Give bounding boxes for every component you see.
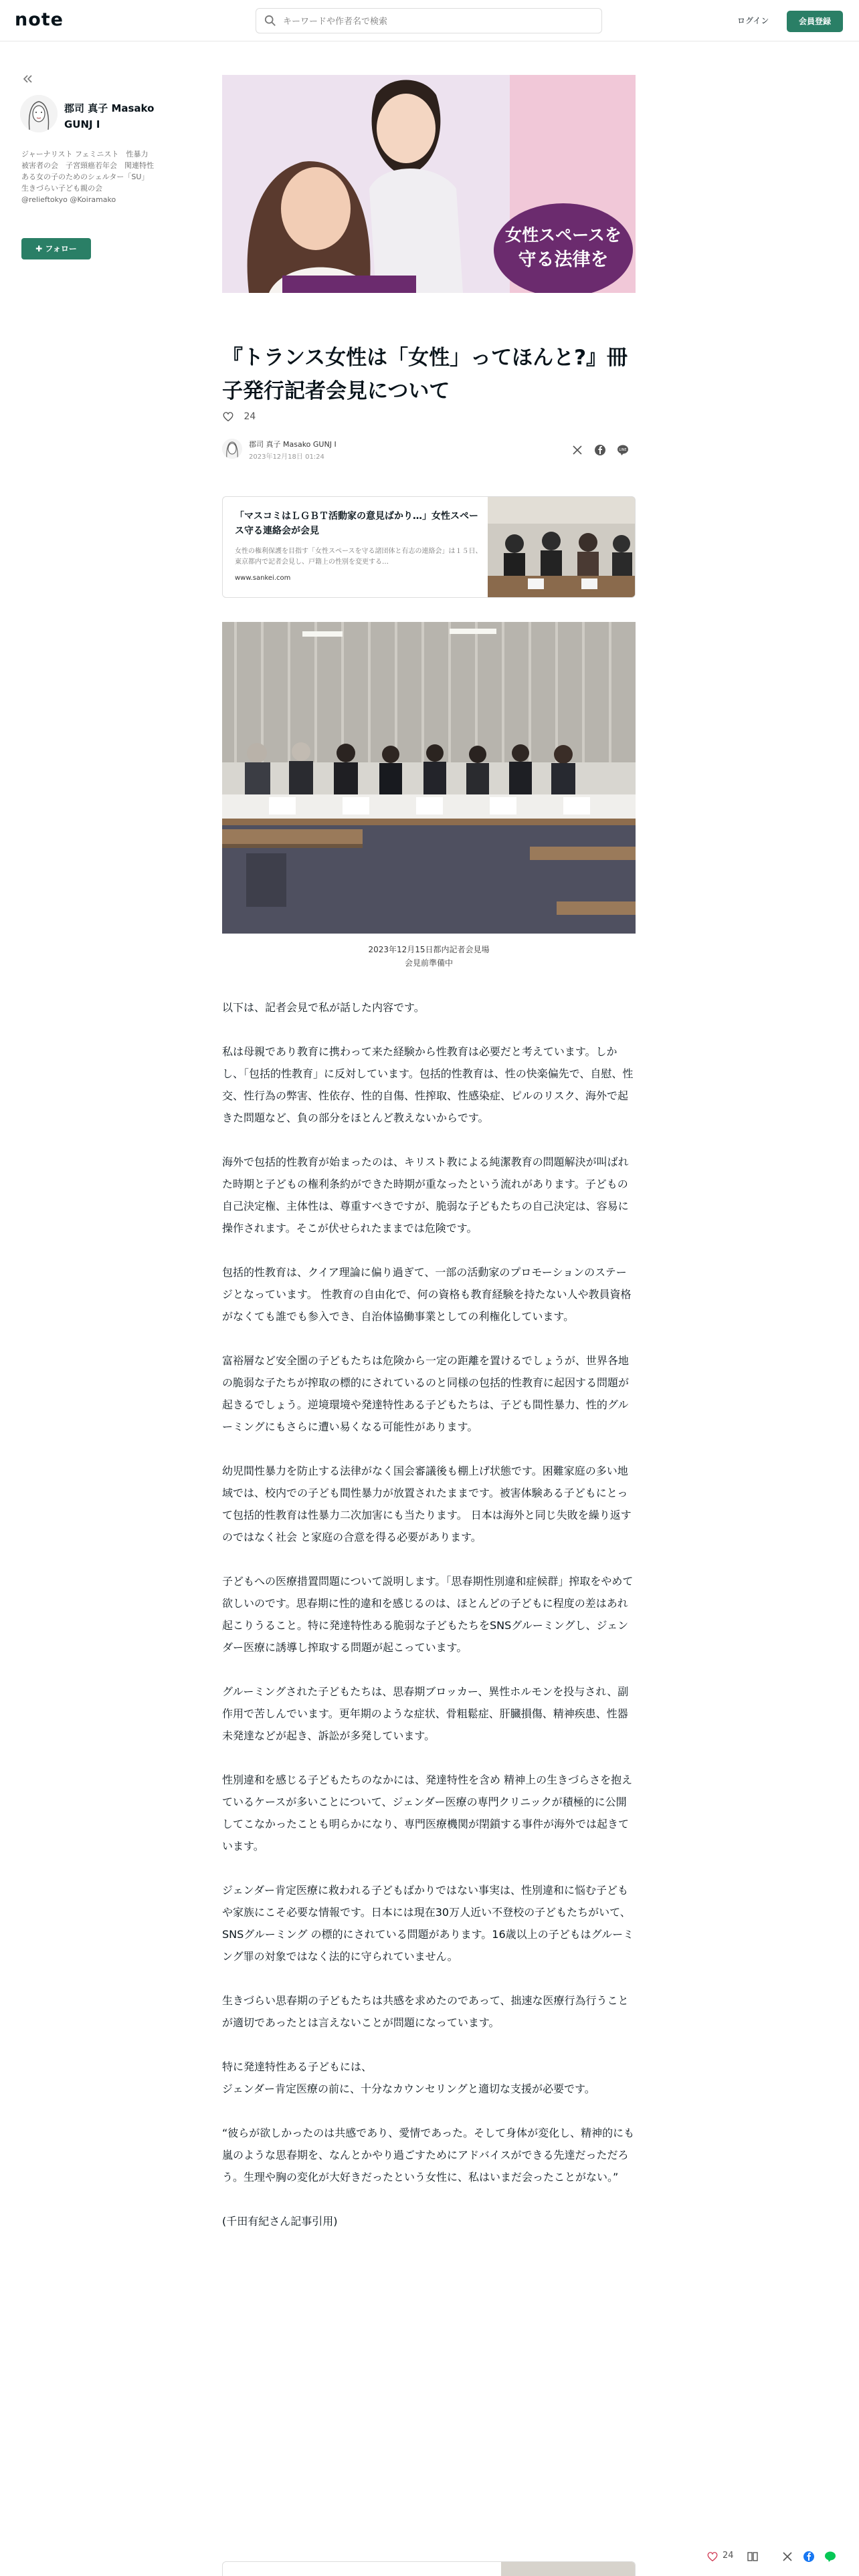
- photo-caption: [222, 943, 636, 970]
- collapse-icon[interactable]: [21, 72, 35, 86]
- embed-url: www.sankei.com: [235, 574, 291, 582]
- paragraph: 幼児間性暴力を防止する法律がなく国会審議後も棚上げ状態です。困難家庭の多い地域では、校内での子ども間性暴力が放置されたままです。被害体験ある子どもにとって包括的性教育は性暴力二次加害にも当たります。 日本は海外と同じ失敗を繰り返すのではなく社会 と家庭の合意を得る必要があります。: [222, 1465, 632, 1543]
- embed-link-card[interactable]: [222, 496, 636, 598]
- note-logo[interactable]: note: [15, 9, 64, 30]
- press-conference-photo: [222, 622, 636, 934]
- paragraph: 海外で包括的性教育が始まったのは、キリスト教による純潔教育の問題解決が叫ばれた時期と子どもの権利条約ができた時期が重なったという流れがあります。子どもの自己決定権、主体性は、尊重すべきですが、脆弱な子どもたちの自己決定は、容易に操作されます。そこが伏せられたままでは危険です。: [222, 1156, 629, 1235]
- site-header: [0, 0, 859, 41]
- citation: (千田有紀さん記事引用): [222, 2215, 338, 2228]
- meta-author-name[interactable]: 郡司 真子 Masako GUNJ I: [249, 440, 337, 449]
- author-avatar[interactable]: [20, 95, 58, 132]
- paragraph: 私は母親であり教育に携わって来た経験から性教育は必要だと考えています。しかし、「包括的性教育」に反対しています。包括的性教育は、性の快楽偏先で、自慰、性交、性行為の弊害、性依存、性的自傷、性搾取、性感染症、ピルのリスク、海外で起きた問題など、負の部分をほとんど教えないからです。: [222, 1045, 634, 1124]
- like-count: 24: [244, 411, 256, 422]
- facebook-icon[interactable]: [803, 2551, 815, 2563]
- heart-icon[interactable]: [222, 411, 234, 423]
- facebook-icon[interactable]: [594, 444, 606, 456]
- paragraph: 特に発達特性ある子どもには、 ジェンダー肯定医療の前に、十分なカウンセリングと適切な支援が必要です。: [222, 2060, 595, 2095]
- paragraph: 以下は、記者会見で私が話した内容です。: [222, 1001, 425, 1014]
- svg-text:LINE: LINE: [619, 448, 627, 452]
- person-add-icon: ✚: [35, 244, 43, 253]
- x-icon[interactable]: [571, 444, 583, 456]
- embed-description: 女性の権利保護を目指す「女性スペースを守る諸団体と有志の連絡会」は１５日、東京都内で記者会見し、戸籍上の性別を変更する…: [235, 548, 482, 566]
- article-title: 『トランス女性は「女性」ってほんと?』冊子発行記者会見について: [222, 346, 628, 403]
- heart-icon[interactable]: [706, 2551, 719, 2563]
- paragraph: ジェンダー肯定医療に救われる子どもばかりではない事実は、性別違和に悩む子どもや家族にこそ必要な情報です。日本には現在30万人近い不登校の子どもたちがいて、SNSグルーミング の標的にされている問題があります。16歳以上の子どもはグルーミング罪の対象ではなく法的に守られていません。: [222, 1884, 634, 1963]
- line-icon[interactable]: [617, 444, 629, 456]
- search-icon: [264, 15, 276, 27]
- embed-title: 「マスコミはＬＧＢＴ活動家の意見ばかり…」女性スペース守る連絡会が会見: [235, 511, 478, 536]
- line-icon[interactable]: [824, 2551, 836, 2563]
- next-embed-thumbnail: [501, 2562, 635, 2576]
- login-button[interactable]: ログイン: [737, 16, 769, 25]
- quote-paragraph: “彼らが欲しかったのは共感であり、愛情であった。そして身体が変化し、精神的にも嵐のような思春期を、なんとかやり過ごすためにアドバイスができる先達だっただろう。生理や胸の変化が大好きだったという女性に、私はいまだ会ったことがない。”: [222, 2127, 635, 2183]
- x-icon[interactable]: [781, 2551, 793, 2563]
- paragraph: 生きづらい思春期の子どもたちは共感を求めたのであって、拙速な医療行為行うことが適切であったとは言えないことが問題になっています。: [222, 1994, 629, 2029]
- float-like-count: 24: [723, 2551, 734, 2561]
- next-embed-card[interactable]: [222, 2561, 636, 2576]
- author-name[interactable]: 郡司 真子 Masako GUNJ I: [64, 102, 155, 130]
- signup-button[interactable]: 会員登録: [787, 11, 843, 32]
- article-meta: [222, 437, 636, 464]
- magazine-icon[interactable]: [747, 2551, 759, 2563]
- author-mini-avatar[interactable]: [222, 439, 242, 459]
- follow-label: フォロー: [45, 244, 77, 253]
- photo-caption-line2: 会見前準備中: [404, 958, 453, 968]
- paragraph: 富裕層など安全圏の子どもたちは危険から一定の距離を置けるでしょうが、世界各地の脆弱な子たちが搾取の標的にされているのと同様の包括的性教育に起因する問題が起きるでしょう。逆境環境や発達特性ある子どもたちは、子ども間性暴力、性的グルーミングにもさらに遭い易くなる可能性があります。: [222, 1354, 630, 1433]
- hero-caption-line1: 女性スペースを: [505, 225, 622, 245]
- embed-thumbnail: [488, 497, 636, 598]
- paragraph: 性別違和を感じる子どもたちのなかには、発達特性を含め 精神上の生きづらさを抱えているケースが多いことについて、ジェンダー医療の専門クリニックが積極的に公開してこなかったことも明らかになり、専門医療機関が閉鎖する事件が海外では起きています。: [222, 1774, 633, 1852]
- paragraph: 包括的性教育は、クイア理論に偏り過ぎて、一部の活動家のプロモーションのステージとなっています。 性教育の自由化で、何の資格も教育経験を持たない人や教員資格がなくても誰でも参入でき、自治体協働事業としての利権化しています。: [222, 1266, 632, 1323]
- like-row[interactable]: [222, 411, 256, 425]
- article-body: [222, 996, 636, 2254]
- search-input[interactable]: [283, 13, 591, 30]
- follow-button[interactable]: [21, 238, 91, 259]
- paragraph: グルーミングされた子どもたちは、思春期ブロッカー、異性ホルモンを投与され、副作用で苦しんでいます。更年期のような症状、骨粗鬆症、肝臓損傷、精神疾患、性器未発達などが起き、訴訟が多発しています。: [222, 1685, 629, 1742]
- paragraph: 子どもへの医療措置問題について説明します。「思春期性別違和症候群」搾取をやめて欲しいのです。思春期に性的違和を感じるのは、ほとんどの子どもに程度の差はあれ起こりうること。特に発達特性ある脆弱な子どもたちをSNSグルーミングし、ジェンダー医療に誘導し搾取する問題が起こっています。: [222, 1575, 634, 1654]
- hero-image: [222, 75, 636, 293]
- hero-caption-line2: 守る法律を: [518, 249, 609, 270]
- search-box[interactable]: [256, 8, 602, 33]
- publish-date: 2023年12月18日 01:24: [249, 453, 324, 461]
- author-bio: ジャーナリスト フェミニスト 性暴力被害者の会 子宮頸癌若年会 関連特性ある女の子のためのシェルター「SU」 生きづらい子ども親の会 @relieftokyo @Koiramako: [21, 150, 154, 204]
- floating-action-bar: [696, 2545, 859, 2568]
- photo-caption-line1: 2023年12月15日都内記者会見場: [368, 945, 490, 954]
